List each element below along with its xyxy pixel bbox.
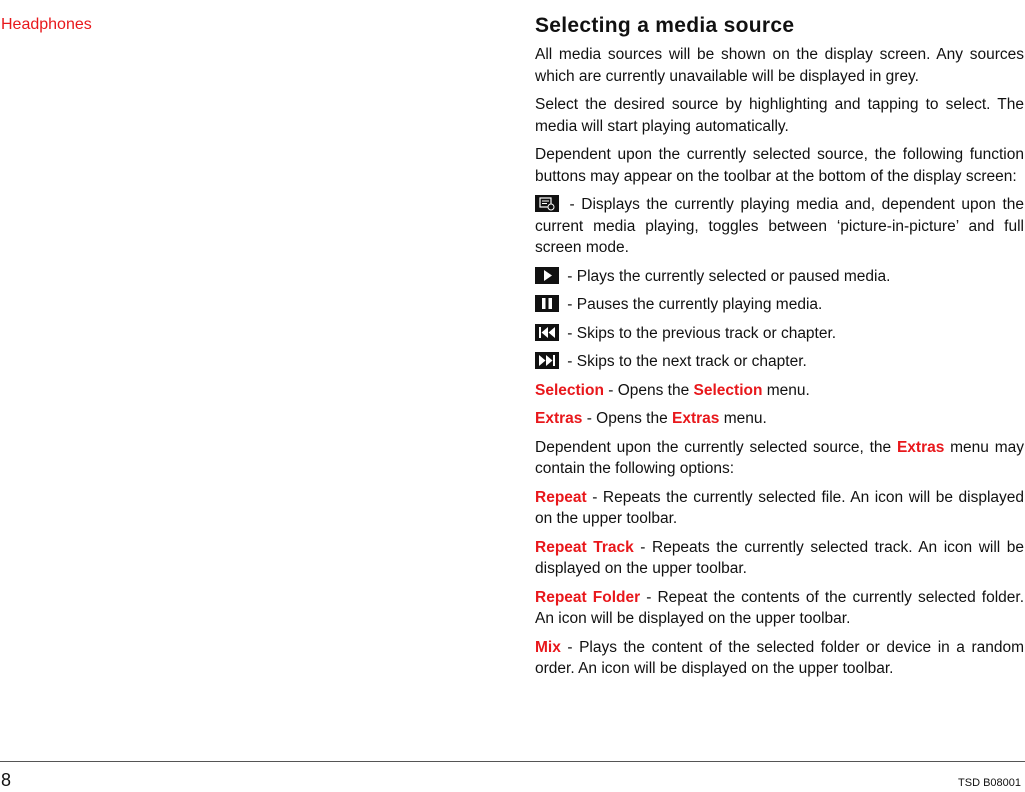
- section-label: Headphones: [1, 16, 92, 33]
- button-desc-next: - Skips to the next track or chapter.: [535, 351, 1024, 373]
- main-content: [535, 14, 1024, 687]
- intro-paragraph-3: Dependent upon the currently selected source, the following function buttons may appear on the toolbar at the bottom of the display screen:: [535, 146, 1024, 185]
- pause-icon: [535, 295, 559, 312]
- page-heading: Selecting a media source: [535, 14, 795, 37]
- page-number: 8: [1, 770, 12, 790]
- menu-desc-selection: Selection - Opens the Selection menu.: [535, 381, 810, 399]
- option-repeat: Repeat - Repeats the currently selected file. An icon will be displayed on the upper toolbar.: [535, 488, 1024, 527]
- extras-intro: Dependent upon the currently selected source, the Extras menu may contain the following options:: [535, 438, 1024, 477]
- play-icon: [535, 267, 559, 284]
- intro-paragraph-2: Select the desired source by highlighting and tapping to select. The media will start playing automatically.: [535, 96, 1024, 135]
- button-desc-display: - Displays the currently playing media and, dependent upon the current media playing, toggles between ‘picture-in-picture’ and full screen mode.: [535, 196, 1024, 256]
- option-repeat-track: Repeat Track - Repeats the currently selected track. An icon will be displayed on the upper toolbar.: [535, 538, 1025, 577]
- intro-paragraph-1: All media sources will be shown on the display screen. Any sources which are currently unavailable will be displayed in grey.: [535, 46, 1024, 85]
- menu-desc-extras: Extras - Opens the Extras menu.: [535, 410, 767, 427]
- skip-next-icon: [535, 352, 559, 369]
- option-repeat-folder: Repeat Folder - Repeat the contents of the currently selected folder. An icon will be displayed on the upper toolbar.: [535, 588, 1025, 627]
- document-code: TSD B08001: [958, 777, 1021, 789]
- button-desc-play: - Plays the currently selected or paused media.: [535, 266, 1024, 288]
- display-media-icon: [535, 195, 559, 212]
- skip-previous-icon: [535, 324, 559, 341]
- footer-divider: [0, 761, 1025, 762]
- button-desc-pause: - Pauses the currently playing media.: [535, 294, 1024, 316]
- option-mix: Mix - Plays the content of the selected folder or device in a random order. An icon will be displayed on the upper toolbar.: [535, 638, 1024, 677]
- button-desc-previous: - Skips to the previous track or chapter.: [535, 323, 1024, 345]
